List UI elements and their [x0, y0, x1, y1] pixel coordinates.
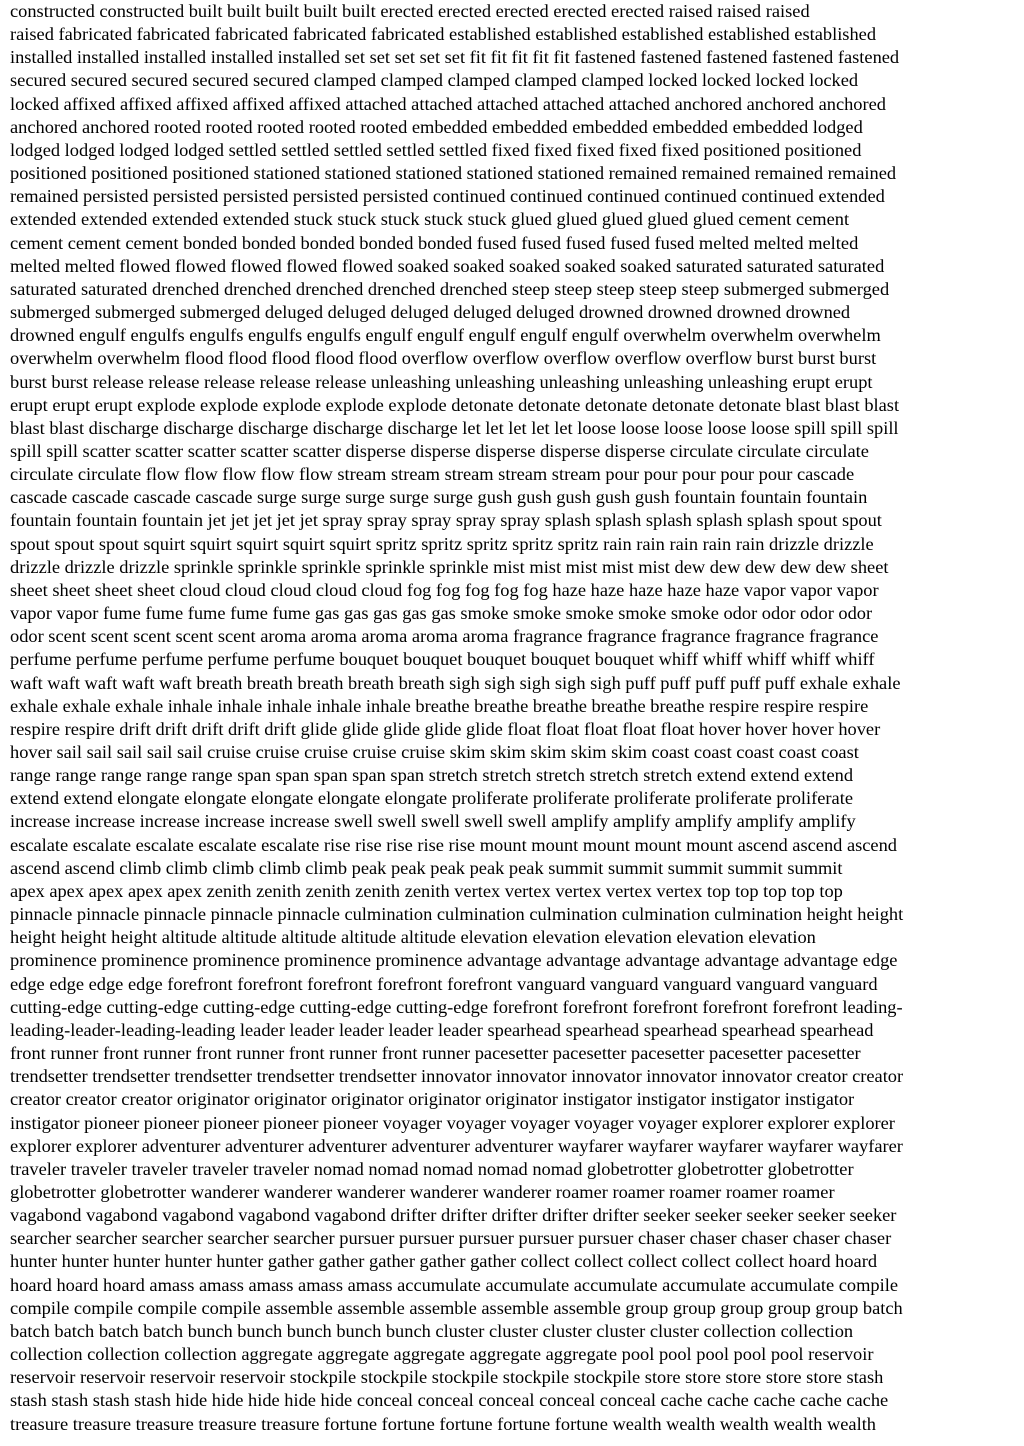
text-line: cascade cascade cascade cascade surge surge surge surge surge gush gush gush gush gush fountain fountain fountain [10, 487, 868, 508]
text-line: remained persisted persisted persisted persisted persisted continued continued continued continued continued extended [10, 186, 885, 207]
text-line: spout spout spout squirt squirt squirt squirt squirt spritz spritz spritz spritz spritz rain rain rain rain rain drizzle drizzle [10, 533, 874, 554]
text-line: cement cement cement bonded bonded bonded bonded bonded fused fused fused fused fused melted melted melted [10, 232, 859, 253]
text-line: melted melted flowed flowed flowed flowed flowed soaked soaked soaked soaked soaked saturated saturated saturated [10, 255, 885, 276]
text-line: exhale exhale exhale inhale inhale inhale inhale inhale breathe breathe breathe breathe breathe respire respire respire [10, 695, 869, 716]
text-line: trendsetter trendsetter trendsetter trendsetter trendsetter innovator innovator innovator innovator innovator creator creator [10, 1066, 904, 1087]
text-line: overwhelm overwhelm flood flood flood flood flood overflow overflow overflow overflow overflow burst burst burst [10, 348, 877, 369]
text-line: traveler traveler traveler traveler traveler nomad nomad nomad nomad nomad globetrotter globetrotter globetrotter [10, 1158, 854, 1179]
text-line: raised fabricated fabricated fabricated fabricated fabricated established established established established established [10, 24, 877, 45]
text-line: locked affixed affixed affixed affixed affixed attached attached attached attached attached anchored anchored anchored [10, 93, 886, 114]
text-line: installed installed installed installed installed set set set set set fit fit fit fit fit fastened fastened fastened fastened fastened [10, 47, 900, 68]
text-line: drizzle drizzle drizzle sprinkle sprinkle sprinkle sprinkle sprinkle mist mist mist mist mist dew dew dew dew dew sheet [10, 556, 889, 577]
text-line: hoard hoard hoard amass amass amass amass amass accumulate accumulate accumulate accumulate accumulate compile [10, 1274, 898, 1295]
text-line: searcher searcher searcher searcher searcher pursuer pursuer pursuer pursuer pursuer chaser chaser chaser chaser chaser [10, 1228, 892, 1249]
text-line: saturated saturated drenched drenched drenched drenched drenched steep steep steep steep steep submerged submerged [10, 278, 890, 299]
text-line: front runner front runner front runner front runner front runner pacesetter pacesetter pacesetter pacesetter pacesetter [10, 1043, 861, 1064]
text-line: lodged lodged lodged lodged settled settled settled settled settled fixed fixed fixed fixed fixed positioned positioned [10, 139, 862, 160]
text-line: erupt erupt erupt explode explode explode explode explode detonate detonate detonate detonate detonate blast blast blast [10, 394, 900, 415]
text-line: constructed constructed built built built built built erected erected erected erected erected raised raised raised [10, 1, 810, 21]
text-line: positioned positioned positioned stationed stationed stationed stationed stationed remained remained remained remained [10, 163, 897, 184]
text-line: drowned engulf engulfs engulfs engulfs engulfs engulf engulf engulf engulf engulf overwhelm overwhelm overwhelm [10, 325, 881, 346]
text-line: explorer explorer adventurer adventurer adventurer adventurer adventurer wayfarer wayfarer wayfarer wayfarer wayfarer [10, 1135, 903, 1156]
text-line: circulate circulate flow flow flow flow flow stream stream stream stream stream pour pour pour pour pour cascade [10, 464, 855, 485]
text-line: spill spill scatter scatter scatter scatter scatter disperse disperse disperse disperse disperse circulate circulate circulate [10, 440, 869, 461]
text-line: ascend ascend climb climb climb climb climb peak peak peak peak peak summit summit summit summit summit [10, 857, 843, 878]
text-line: escalate escalate escalate escalate escalate rise rise rise rise rise mount mount mount mount mount ascend ascend ascend [10, 834, 897, 855]
text-line: vagabond vagabond vagabond vagabond vagabond drifter drifter drifter drifter drifter seeker seeker seeker seeker seeker [10, 1205, 897, 1226]
text-line: extended extended extended extended stuck stuck stuck stuck stuck glued glued glued glued glued cement cement [10, 209, 850, 230]
text-line: cutting-edge cutting-edge cutting-edge cutting-edge cutting-edge forefront forefront forefront forefront forefront leading- [10, 996, 903, 1017]
text-line: hunter hunter hunter hunter hunter gather gather gather gather gather collect collect collect collect collect hoard hoard [10, 1251, 878, 1272]
text-line: compile compile compile compile assemble assemble assemble assemble assemble group group group group group batch [10, 1297, 903, 1318]
text-line: extend extend elongate elongate elongate elongate elongate proliferate proliferate proliferate proliferate proliferate [10, 788, 853, 809]
text-line: reservoir reservoir reservoir reservoir stockpile stockpile stockpile stockpile stockpile store store store store store stash [10, 1367, 884, 1388]
text-line: prominence prominence prominence prominence prominence advantage advantage advantage advantage advantage edge [10, 950, 898, 971]
text-line: vapor vapor fume fume fume fume fume gas gas gas gas gas smoke smoke smoke smoke smoke odor odor odor odor [10, 603, 873, 624]
text-line: fountain fountain fountain jet jet jet jet jet spray spray spray spray spray splash splash splash splash splash spout spout [10, 510, 882, 531]
text-line: creator creator creator originator originator originator originator originator instigator instigator instigator instigator [10, 1089, 855, 1110]
text-line: range range range range range span span span span span stretch stretch stretch stretch stretch extend extend extend [10, 765, 854, 786]
text-line: batch batch batch batch bunch bunch bunch bunch bunch cluster cluster cluster cluster cluster collection collection [10, 1320, 854, 1341]
text-line: apex apex apex apex apex zenith zenith zenith zenith zenith vertex vertex vertex vertex vertex top top top top top [10, 880, 843, 901]
text-line: burst burst release release release release release unleashing unleashing unleashing unleashing unleashing erupt erupt [10, 371, 873, 392]
text-line: sheet sheet sheet sheet cloud cloud cloud cloud cloud fog fog fog fog fog haze haze haze haze haze vapor vapor vapor [10, 579, 879, 600]
text-line: respire respire drift drift drift drift drift glide glide glide glide glide float float float float float hover hover hover hover [10, 718, 881, 739]
text-line: submerged submerged submerged deluged deluged deluged deluged deluged drowned drowned drowned drowned [10, 302, 851, 323]
text-line: instigator pioneer pioneer pioneer pioneer pioneer voyager voyager voyager voyager voyager explorer explorer explorer [10, 1112, 895, 1133]
text-line: height height height altitude altitude altitude altitude altitude elevation elevation elevation elevation elevation [10, 927, 816, 948]
text-line: increase increase increase increase increase swell swell swell swell swell amplify amplify amplify amplify amplify [10, 811, 856, 832]
text-line: secured secured secured secured secured clamped clamped clamped clamped clamped locked locked locked locked [10, 70, 859, 91]
text-line: blast blast discharge discharge discharge discharge discharge let let let let let loose loose loose loose loose spill spill spill [10, 417, 899, 438]
text-line: anchored anchored rooted rooted rooted rooted rooted embedded embedded embedded embedded embedded lodged [10, 116, 863, 137]
text-line: edge edge edge edge forefront forefront forefront forefront forefront vanguard vanguard vanguard vanguard vanguard [10, 973, 878, 994]
text-line: stash stash stash stash hide hide hide hide hide conceal conceal conceal conceal conceal cache cache cache cache cache [10, 1390, 889, 1411]
text-line: collection collection collection aggregate aggregate aggregate aggregate aggregate pool pool pool pool pool reservoir [10, 1344, 874, 1365]
text-line: perfume perfume perfume perfume perfume bouquet bouquet bouquet bouquet bouquet whiff whiff whiff whiff whiff [10, 649, 875, 670]
text-line: pinnacle pinnacle pinnacle pinnacle pinnacle culmination culmination culmination culmination culmination height height [10, 904, 904, 925]
text-line: treasure treasure treasure treasure treasure fortune fortune fortune fortune fortune wealth wealth wealth wealth wealth [10, 1413, 876, 1434]
text-line: odor scent scent scent scent scent aroma aroma aroma aroma aroma fragrance fragrance fragrance fragrance fragrance [10, 626, 879, 647]
text-line: leading-leader-leading-leading leader leader leader leader leader spearhead spearhead spearhead spearhead spearhead [10, 1019, 874, 1040]
text-line: waft waft waft waft waft breath breath breath breath breath sigh sigh sigh sigh sigh puff puff puff puff puff exhale exhale [10, 672, 901, 693]
text-line: hover sail sail sail sail sail cruise cruise cruise cruise cruise skim skim skim skim skim coast coast coast coast coast [10, 742, 859, 762]
text-line: globetrotter globetrotter wanderer wanderer wanderer wanderer wanderer roamer roamer roamer roamer roamer [10, 1181, 835, 1202]
